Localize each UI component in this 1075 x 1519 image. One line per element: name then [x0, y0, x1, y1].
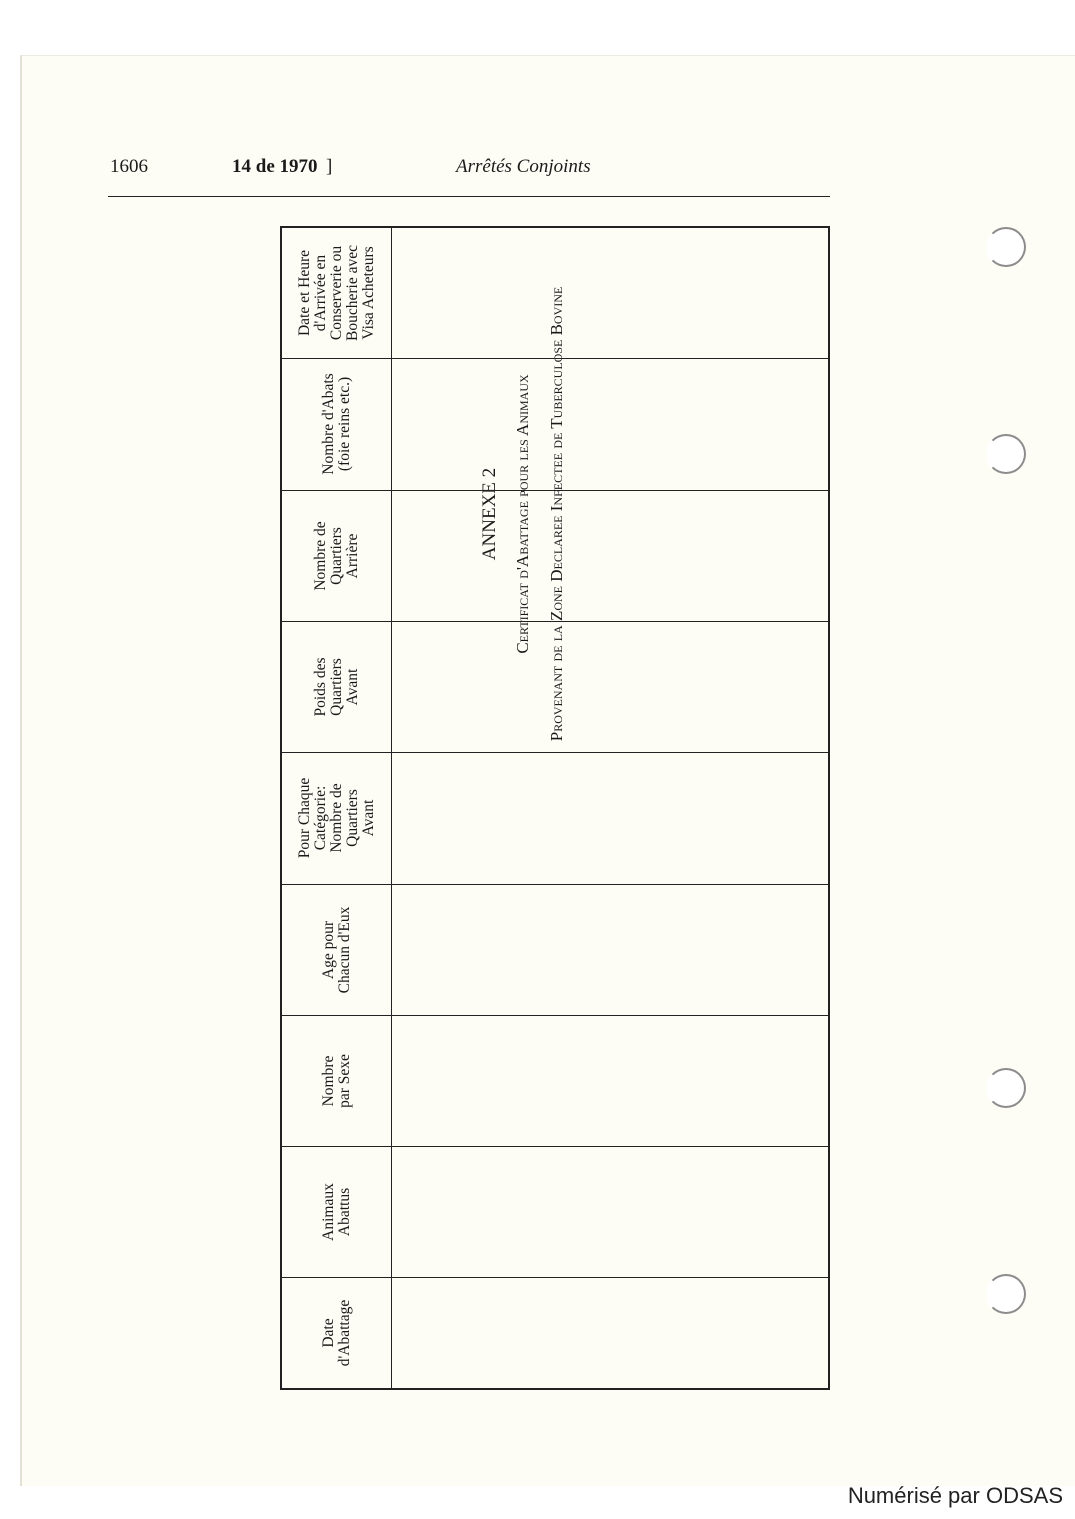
column-label-arrival-date: Date et Heure d'Arrivée en Conserverie ou Boucherie avec Visa Acheteurs	[295, 245, 377, 341]
header-cell-forequarter-weight	[282, 622, 391, 752]
header-cell-animals-slaughtered	[282, 1147, 391, 1277]
punch-hole	[986, 1274, 1026, 1314]
punch-hole	[986, 1068, 1026, 1108]
column-label-forequarter-weight: Poids des Quartiers Avant	[311, 657, 361, 717]
header-cell-forequarters-per-category	[282, 753, 391, 883]
certificate-title: Certificat d'Abattage pour les Animaux	[513, 374, 532, 654]
entry-cell-age[interactable]	[391, 885, 828, 1015]
header-cell-age	[282, 885, 391, 1015]
column-label-animals-slaughtered: Animaux Abattus	[319, 1183, 353, 1241]
column-label-hindquarters: Nombre de Quartiers Arrière	[311, 521, 361, 591]
column-label-slaughter-date: Date d'Abattage	[319, 1299, 353, 1367]
column-label-forequarters-per-category: Pour Chaque Catégorie: Nombre de Quartiers Avant	[295, 777, 377, 859]
publication-series: 14 de 1970	[232, 156, 318, 177]
entry-cell-count-by-sex[interactable]	[391, 1016, 828, 1146]
series-bracket: ]	[326, 156, 333, 177]
header-cell-hindquarters	[282, 491, 391, 621]
zone-title: Provenant de la Zone Declaree Infectee de Tuberculose Bovine	[547, 286, 566, 742]
header-cell-slaughter-date	[282, 1278, 391, 1388]
column-label-age: Age pour Chacun d'Eux	[319, 906, 353, 994]
entry-cell-forequarters-per-category[interactable]	[391, 753, 828, 883]
entry-cell-animals-slaughtered[interactable]	[391, 1147, 828, 1277]
header-cell-offal-count	[282, 359, 391, 489]
header-cell-count-by-sex	[282, 1016, 391, 1146]
slaughter-certificate-table	[280, 226, 830, 1390]
column-label-offal-count: Nombre d'Abats (foie reins etc.)	[319, 373, 353, 475]
entry-cell-arrival-date[interactable]	[391, 228, 828, 358]
digitization-credit: Numérisé par ODSAS	[847, 1483, 1063, 1508]
section-title: Arrêtés Conjoints	[456, 156, 591, 177]
header-cell-arrival-date	[282, 228, 391, 358]
column-label-count-by-sex: Nombre par Sexe	[319, 1054, 353, 1108]
page-number: 1606	[110, 156, 148, 177]
entry-cell-hindquarters[interactable]	[391, 491, 828, 621]
entry-cell-slaughter-date[interactable]	[391, 1278, 828, 1388]
annex-title: ANNEXE 2	[479, 467, 500, 561]
page-header	[110, 156, 830, 184]
punch-hole	[986, 227, 1026, 267]
entry-cell-forequarter-weight[interactable]	[391, 622, 828, 752]
entry-cell-offal-count[interactable]	[391, 359, 828, 489]
header-rule	[108, 196, 830, 197]
punch-hole	[986, 434, 1026, 474]
